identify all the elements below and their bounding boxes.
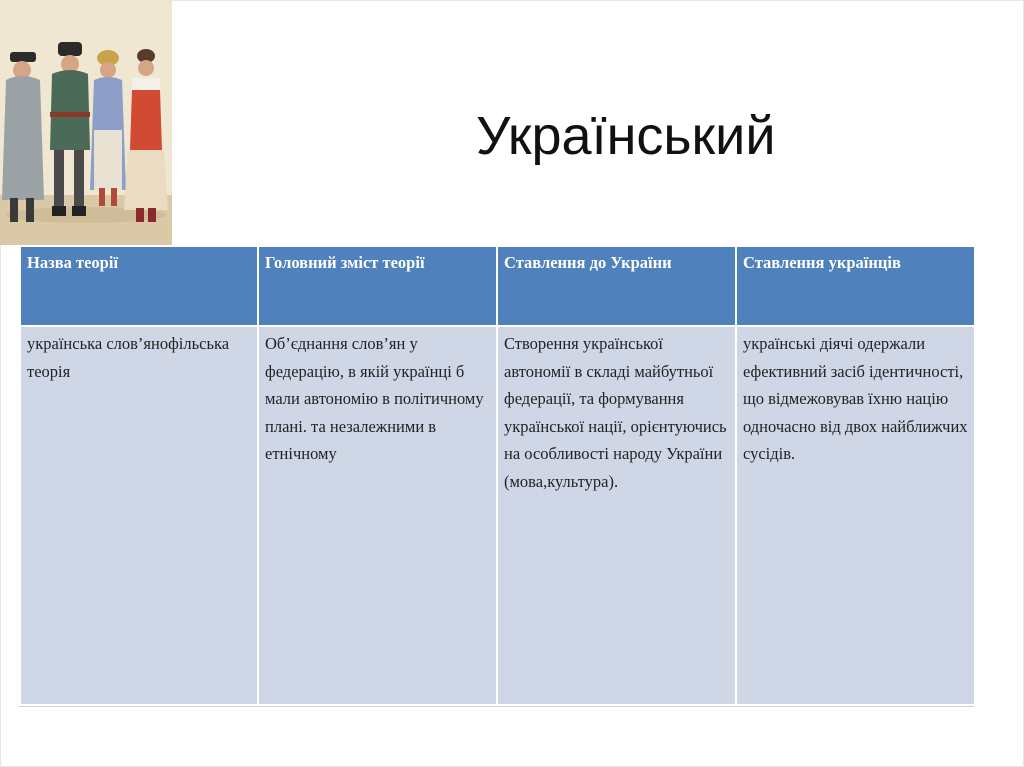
cell-attitude-of-ukrainians: українські діячі одержали ефективний засіб ідентичності, що відмежовував їхню націю одночасно від двох найближчих сусідів.	[736, 326, 975, 705]
folk-costume-illustration	[0, 0, 172, 245]
cell-main-content: Об’єднання слов’ян у федерацію, в якій українці б мали автономію в політичному плані. та незалежними в етнічному	[258, 326, 497, 705]
table-row	[20, 326, 975, 705]
slide-title: Український	[476, 106, 776, 166]
cell-theory-name: українська слов’янофільська теорія	[20, 326, 258, 705]
header-attitude-of-ukrainians: Ставлення українців	[736, 246, 975, 326]
table-header-row	[20, 246, 975, 326]
cell-attitude-to-ukraine: Створення української автономії в складі майбутньої федерації, та формування української нації, орієнтуючись на особливості народу України (мова,культура).	[497, 326, 736, 705]
header-theory-name: Назва теорії	[20, 246, 258, 326]
header-attitude-to-ukraine: Ставлення до України	[497, 246, 736, 326]
table-bottom-border	[19, 706, 974, 707]
theory-table	[19, 245, 974, 706]
header-main-content: Головний зміст теорії	[258, 246, 497, 326]
folk-costume-image	[0, 0, 172, 245]
